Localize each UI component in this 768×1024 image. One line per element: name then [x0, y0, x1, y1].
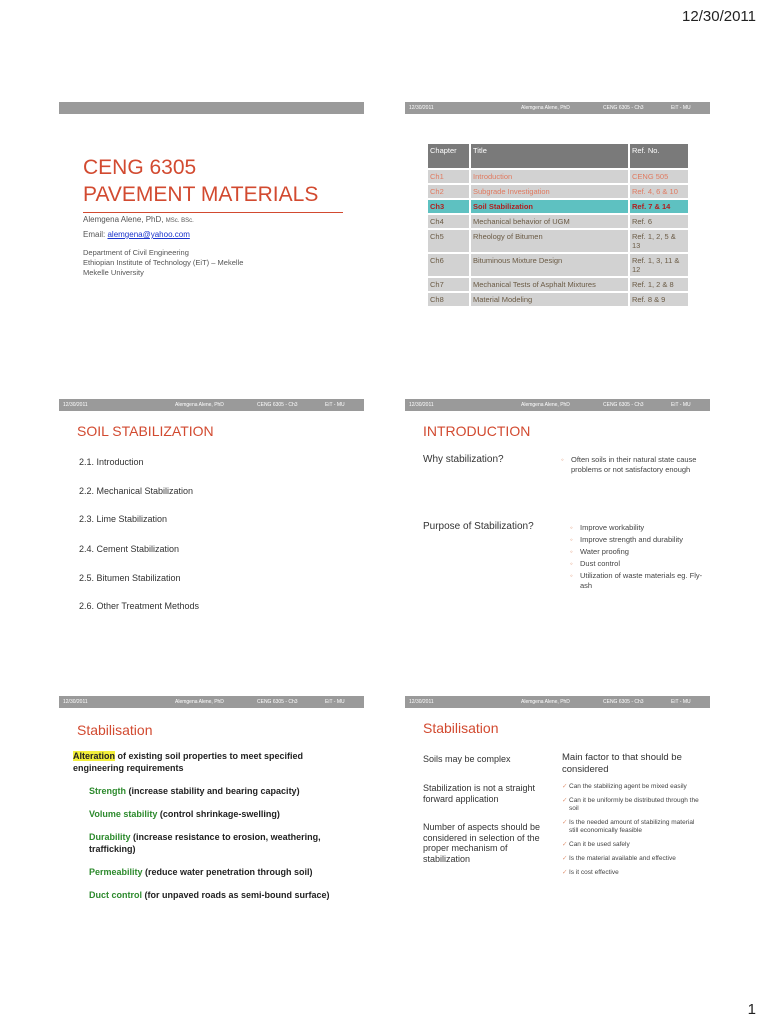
- page-date: 12/30/2011: [682, 8, 756, 25]
- slide-1-title: [59, 102, 364, 330]
- toc-item: 2.1. Introduction: [79, 457, 144, 467]
- cell: Mechanical Tests of Asphalt Mixtures: [471, 278, 628, 291]
- slide-footer-bar: [405, 102, 710, 114]
- slide-footer-bar: [59, 102, 364, 114]
- table-row: [428, 170, 688, 183]
- footer-inst: EiT - MU: [671, 699, 691, 705]
- check-item: ✓ Is the material available and effective: [562, 855, 700, 863]
- why-bullets: [561, 455, 701, 474]
- cell: Rheology of Bitumen: [471, 230, 628, 252]
- footer-author: Alemgena Alene, PhD: [175, 699, 224, 705]
- footer-author: Alemgena Alene, PhD: [521, 699, 570, 705]
- footer-course: CENG 6305 - Ch3: [603, 699, 644, 705]
- property-item: [89, 889, 351, 901]
- factor-checklist: [562, 783, 700, 883]
- dept-line-1: Department of Civil Engineering: [83, 248, 189, 257]
- email-line: [83, 230, 190, 239]
- footer-date: 12/30/2011: [63, 402, 88, 408]
- footer-date: 12/30/2011: [409, 105, 434, 111]
- bullet-item: ◦ Utilization of waste materials eg. Fly-ash: [570, 571, 705, 590]
- cell: Mechanical behavior of UGM: [471, 215, 628, 228]
- property-desc: (reduce water penetration through soil): [142, 867, 313, 877]
- toc-item: 2.3. Lime Stabilization: [79, 514, 168, 524]
- cell: CENG 505: [630, 170, 688, 183]
- cell: Ch4: [428, 215, 469, 228]
- footer-inst: EiT - MU: [671, 402, 691, 408]
- slide-title: Stabilisation: [423, 720, 499, 736]
- toc-item: 2.2. Mechanical Stabilization: [79, 486, 194, 496]
- course-name: PAVEMENT MATERIALS: [83, 183, 319, 206]
- cell: Ch3: [428, 200, 469, 213]
- cell: Material Modeling: [471, 293, 628, 306]
- table-row: [428, 230, 688, 252]
- cell: Ref. 1, 2 & 8: [630, 278, 688, 291]
- toc-item: 2.4. Cement Stabilization: [79, 544, 180, 554]
- property-desc: (for unpaved roads as semi-bound surface): [142, 890, 330, 900]
- property-desc: (control shrinkage-swelling): [157, 809, 280, 819]
- slide-title: Stabilisation: [77, 722, 153, 738]
- footer-author: Alemgena Alene, PhD: [175, 402, 224, 408]
- left-point: Soils may be complex: [423, 754, 511, 764]
- dept-line-3: Mekelle University: [83, 268, 144, 277]
- slide-4-introduction: [405, 399, 710, 627]
- bullet-item: ◦ Often soils in their natural state cause problems or not satisfactory enough: [561, 455, 701, 474]
- check-item: ✓ Is it cost effective: [562, 869, 700, 877]
- left-point: Stabilization is not a straight forward application: [423, 783, 536, 804]
- slide-2-chapters: [405, 102, 710, 330]
- property-term: Strength: [89, 786, 126, 796]
- footer-inst: EiT - MU: [325, 402, 345, 408]
- email-label: Email:: [83, 230, 106, 239]
- footer-author: Alemgena Alene, PhD: [521, 105, 570, 111]
- author-name: Alemgena Alene, PhD,: [83, 215, 164, 224]
- property-item: [89, 808, 351, 820]
- property-term: Duct control: [89, 890, 142, 900]
- dept-line-2: Ethiopian Institute of Technology (EiT) – Mekelle: [83, 258, 244, 267]
- cell: Bituminous Mixture Design: [471, 254, 628, 276]
- slide-6-stabilisation-factors: [405, 696, 710, 924]
- email-link[interactable]: alemgena@yahoo.com: [107, 230, 190, 239]
- table-header-row: [428, 144, 688, 168]
- check-item: ✓ Is the needed amount of stabilizing material still economically feasible: [562, 819, 700, 835]
- page-number: 1: [747, 1001, 756, 1018]
- slide-title: INTRODUCTION: [423, 423, 531, 439]
- cell: Ref. 8 & 9: [630, 293, 688, 306]
- check-item: ✓ Can the stabilizing agent be mixed easily: [562, 783, 700, 791]
- title-rule: [83, 212, 343, 213]
- property-item: [89, 866, 351, 878]
- cell: Soil Stabilization: [471, 200, 628, 213]
- slide-3-contents: [59, 399, 364, 627]
- cell: Introduction: [471, 170, 628, 183]
- cell: Ref. 7 & 14: [630, 200, 688, 213]
- course-title: [83, 154, 353, 208]
- toc-item: 2.6. Other Treatment Methods: [79, 601, 200, 611]
- definition-text: [73, 750, 353, 774]
- footer-course: CENG 6305 - Ch3: [257, 402, 298, 408]
- table-row: [428, 254, 688, 276]
- footer-course: CENG 6305 - Ch3: [603, 402, 644, 408]
- chapter-table: [426, 142, 690, 308]
- table-row: [428, 215, 688, 228]
- slide-5-stabilisation: [59, 696, 364, 924]
- slide-footer-bar: [59, 399, 364, 411]
- table-row: [428, 185, 688, 198]
- bullet-item: ◦ Water proofing: [570, 547, 705, 557]
- cell: Ch6: [428, 254, 469, 276]
- footer-inst: EiT - MU: [671, 105, 691, 111]
- question-purpose: Purpose of Stabilization?: [423, 521, 534, 532]
- slide-footer-bar: [405, 696, 710, 708]
- highlighted-word: Alteration: [73, 751, 116, 761]
- footer-date: 12/30/2011: [409, 402, 434, 408]
- course-code: CENG 6305: [83, 156, 197, 179]
- property-desc: (increase stability and bearing capacity): [126, 786, 300, 796]
- cell: Ref. 4, 6 & 10: [630, 185, 688, 198]
- table-row-highlighted: [428, 200, 688, 213]
- footer-date: 12/30/2011: [409, 699, 434, 705]
- left-point: Number of aspects should be considered in selection of the proper mechanism of stabilization: [423, 822, 541, 864]
- bullet-item: ◦ Improve workability: [570, 523, 705, 533]
- department-info: [83, 248, 243, 278]
- cell: Ch7: [428, 278, 469, 291]
- property-item: [89, 785, 351, 797]
- footer-author: Alemgena Alene, PhD: [521, 402, 570, 408]
- cell: Ch1: [428, 170, 469, 183]
- purpose-bullets: [570, 523, 705, 590]
- bullet-item: ◦ Dust control: [570, 559, 705, 569]
- cell: Ch2: [428, 185, 469, 198]
- definition-rest: of existing soil properties to meet specified engineering requirements: [73, 751, 304, 773]
- footer-course: CENG 6305 - Ch3: [257, 699, 298, 705]
- footer-course: CENG 6305 - Ch3: [603, 105, 644, 111]
- table-row: [428, 278, 688, 291]
- author-line: [83, 215, 194, 224]
- property-term: Permeability: [89, 867, 143, 877]
- bullet-item: ◦ Improve strength and durability: [570, 535, 705, 545]
- cell: Ref. 6: [630, 215, 688, 228]
- cell: Ch8: [428, 293, 469, 306]
- header-ref: Ref. No.: [630, 144, 688, 168]
- cell: Subgrade Investigation: [471, 185, 628, 198]
- header-chapter: Chapter: [428, 144, 469, 168]
- author-degrees: MSc. BSc.: [165, 218, 194, 224]
- check-item: ✓ Can it be used safely: [562, 841, 700, 849]
- header-title: Title: [471, 144, 628, 168]
- toc-item: 2.5. Bitumen Stabilization: [79, 573, 181, 583]
- cell: Ref. 1, 3, 11 & 12: [630, 254, 688, 276]
- check-item: ✓ Can it be uniformly be distributed through the soil: [562, 797, 700, 813]
- property-term: Durability: [89, 832, 131, 842]
- cell: Ch5: [428, 230, 469, 252]
- slide-footer-bar: [405, 399, 710, 411]
- footer-date: 12/30/2011: [63, 699, 88, 705]
- property-term: Volume stability: [89, 809, 158, 819]
- question-why: Why stabilization?: [423, 454, 504, 465]
- property-desc: (increase resistance to erosion, weathering, trafficking): [89, 832, 321, 854]
- slide-title: SOIL STABILIZATION: [77, 423, 214, 439]
- table-row: [428, 293, 688, 306]
- right-heading: Main factor to that should be considered: [562, 752, 682, 775]
- cell: Ref. 1, 2, 5 & 13: [630, 230, 688, 252]
- property-item: [89, 831, 351, 855]
- footer-inst: EiT - MU: [325, 699, 345, 705]
- slide-footer-bar: [59, 696, 364, 708]
